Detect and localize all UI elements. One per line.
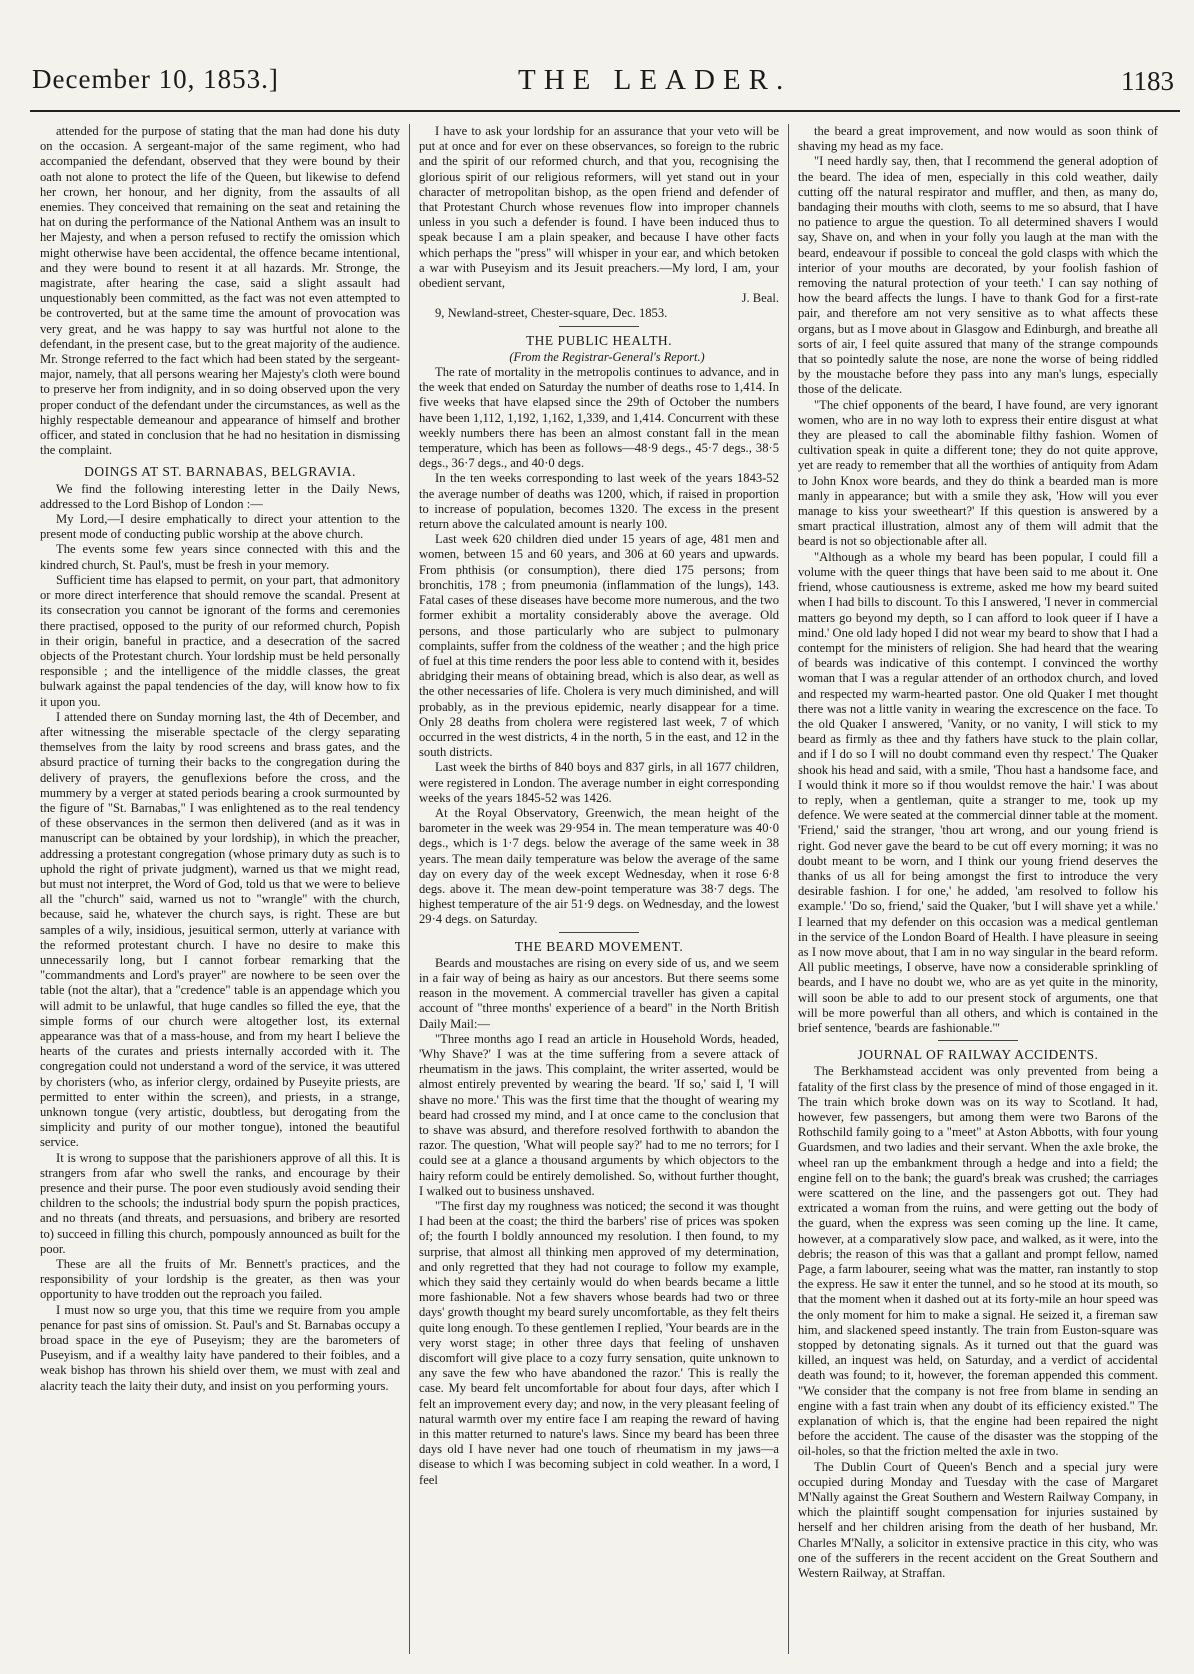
column-rule (409, 124, 410, 1654)
issue-date: December 10, 1853.] (32, 64, 279, 94)
paragraph: I must now so urge you, that this time we require from you ample penance for past sins of omission. St. Paul's and St. Barnabas occupy a broad space in the eye of Puseyism; they are the barometers of Puseyism, and if a wealthy laity have pandered to their foibles, and a weak bishop has thrown his shield over them, we must with zeal and alacrity teach the laity their duty, and insist on you performing yours. (40, 1302, 400, 1393)
paragraph: attended for the purpose of stating that the man had done his duty on the occasion. A sergeant-major of the same regiment, who had accompanied the defendant, observed that they were bound by their oath not alone to protect the life of the Queen, but likewise to defend her crown, her honour, and her dignity, from the assaults of all enemies. They conceived that remaining on the seat and retaining the hat on during the performance of the National Anthem was an insult to her Majesty, and when a person refused to rectify the omission which might otherwise have been accidental, the offence became intentional, and they were bound to resent it at all hazards. Mr. Stronge, the magistrate, after hearing the case, said a slight assault had unquestionably been committed, as the fact was not even attempted to be controverted, but at the same time the amount of provocation was very great, and he was happy to say was hurtful not alone to the defendant, in the present case, but to the great majority of the audience. Mr. Stronge referred to the fact which had been stated by the sergeant-major, namely, that all persons wearing her Majesty's cloth were bound to preserve her from indignity, and in so doing observed upon the very proper conduct of the defendant under the circumstances, as well as the highly respectable demeanour and appearance of himself and brother officer, and stated in conclusion that he had no hesitation in dismissing the complaint. (40, 124, 400, 458)
letter-signature: J. Beal. (741, 291, 779, 306)
paragraph: "The chief opponents of the beard, I have found, are very ignorant women, who are in no way loth to express their entire disgust at what they are pleased to call the abominable filthy fashion. Women of cultivation speak in quite a different tone; they do not quite approve, yet are ready to remember that all the worthies of antiquity from Adam to John Knox wore beards, and they do think a bearded man is more manly in appearance; but with a smile they ask, 'How will you ever manage to kiss your sweetheart?' If this question is answered by a smart practical illustration, almost any of them will admit that the beard is not so objectionable after all. (798, 397, 1158, 549)
paragraph: The Dublin Court of Queen's Bench and a special jury were occupied during Monday and Tuesday with the case of Margaret M'Nally against the Great Southern and Western Railway Company, in which the plaintiff sought compensation for injuries sustained by herself and her children arising from the death of her husband, Mr. Charles M'Nally, a solicitor in extensive practice in this city, who was one of the sufferers in the recent accident on the Great Southern and Western Railway, at Straffan. (798, 1459, 1158, 1581)
article-source: (From the Registrar-General's Report.) (509, 349, 705, 364)
column-rule (788, 124, 789, 1654)
paragraph: These are all the fruits of Mr. Bennett's practices, and the responsibility of your lordship is the greater, as then was your opportunity to have trodden out the reproach you failed. (40, 1257, 400, 1302)
paragraph: The Berkhamstead accident was only prevented from being a fatality of the first class by the presence of mind of those engaged in it. The train which broke down was on its way to Scotland. It had, however, few passengers, but among them were two Barons of the Rothschild family going to a "meet" at Aston Abbotts, with four young Guardsmen, and two ladies and their servant. When the axle broke, the wheel ran up the embankment through a hedge and into a field; the engine fell on to the bank; the guard's break was crushed; the carriages were scattered on the line, and the passengers got out. They had extricated a woman from the ruins, and were getting out the body of the guard, when the express was seen coming up the line. It came, however, at a comparatively slow pace, and walked, as it were, into the debris; the reason of this was that a gallant and prompt fellow, named Page, a farm labourer, seeing what was the matter, ran instantly to stop the express. He saw it enter the tunnel, and so he stood at its mouth, so that the moment when it dashed out at its forty-mile an hour speed was the only moment for him to make a signal. He seized it, a fireman saw him, and slackened speed instantly. The train from Euston-square was stopped by detonating signals. As it turned out that the guard was killed, an inquest was held, on Saturday, and a verdict of accidental death was found; to it, however, the foreman appended this comment. "We consider that the company is not free from blame in sending an engine with a fast train when any doubt of its efficiency existed." The explanation of which is, that the engine had been repaired the night before the accident. The cause of the disaster was the stopping of the oil-holes, so that the friction melted the axle in two. (798, 1064, 1158, 1459)
paragraph: Last week the births of 840 boys and 837 girls, in all 1677 children, were registered in London. The average number in eight corresponding weeks of the years 1845-52 was 1426. (419, 760, 779, 805)
paragraph: It is wrong to suppose that the parishioners approve of all this. It is strangers from afar who swell the ranks, and encourage by their presence and their purse. The poor even studiously avoid sending their children to the schools; the industrial body spurn the popish practices, and no threats (and threats, and persuasions, and bribery are resorted to) succeed in filling this church, pompously announced as built for the poor. (40, 1150, 400, 1256)
column-2 (419, 124, 779, 1654)
page-number: 1183 (1121, 66, 1174, 96)
paragraph: I attended there on Sunday morning last, the 4th of December, and after witnessing the miserable spectacle of the clergy separating themselves from the laity by rood screens and brass gates, and the absurd practice of turning their backs to the congregation during the delivery of prayers, the genuflexions before the cross, and the mummery by a verger at stated periods bearing a crook surmounted by the figure of "St. Barnabas," I was enlightened as to the real tendency of these observances in the sermon then delivered (and as it was in manuscript can be obtained by your lordship), in which the preacher, addressing a protestant congregation (whose primary duty as such is to uphold the right of private judgment), warned us that we might read, but must not interpret, the Word of God, told us that we were to believe all the "church" said, warned us not to "wrangle" with the church, because, said he, whatever the church says, is right. These are but samples of a wily, insidious, jesuitical sermon, utterly at variance with the reformed protestant church. I have no desire to make this unnecessarily long, but I cannot forbear remarking that the "commandments and Lord's prayer" are nowhere to be seen over the table (not the altar), that a "credence" table is an appendage which you will admit to be unlawful, that huge candles so filled the eye, that the simple forms of our church were altogether lost, its external appearance was that of a mass-house, and from my heart I believe the hearts of the curates and priests internally accorded with it. The congregation could not understand a word of the service, it was uttered by choristers (who, as inferior clergy, ordained by Puseyite priests, are permitted to enter within the screen), and priests, in a strange, unknown tongue (very artistic, doubtless, but derogating from the simplicity and purity of our mother tongue), intoned the beautiful service. (40, 709, 400, 1150)
article-heading-health: THE PUBLIC HEALTH. (525, 332, 673, 348)
paragraph: My Lord,—I desire emphatically to direct your attention to the present mode of conducting public worship at the above church. (40, 512, 400, 542)
paragraph: I have to ask your lordship for an assurance that your veto will be put at once and for ever on these observances, so foreign to the rubric and the spirit of our reformed church, and that you, recognising the glorious spirit of our religious reformers, will yet stand out in your character of metropolitan bishop, as the open friend and defender of that Protestant Church whose revenues flow into improper channels unless in you such a defender is found. I have been induced thus to speak because I am a plain speaker, and because I have other facts which perhaps the "press" will whisper in your ear, and which betoken a war with Puseyism and its Jesuit preachers.—My lord, I am, your obedient servant, (419, 124, 779, 291)
header-rule (30, 110, 1180, 112)
paragraph: the beard a great improvement, and now would as soon think of shaving my head as my face. (798, 124, 1158, 154)
paragraph: Sufficient time has elapsed to permit, on your part, that admonitory or more direct interference that should remove the scandal. Present at its consecration you cannot be ignorant of the forms and ceremonies there practised, opposed to the purity of our reformed church, Popish in their origin, baneful in practice, and a desecration of the sacred objects of the Protestant church. Your lordship must be held personally responsible ; and the intelligence of the middle classes, the great bulwark against the papal tendencies of the day, will know how to fix it upon you. (40, 572, 400, 709)
letter-address: 9, Newland-street, Chester-square, Dec. 1853. (435, 306, 668, 321)
column-1 (40, 124, 400, 1654)
paragraph: In the ten weeks corresponding to last week of the years 1843-52 the average number of deaths was 1200, which, if raised in proportion to increase of population, becomes 1320. The excess in the present return above the calculated amount is nearly 100. (419, 471, 779, 532)
paragraph: We find the following interesting letter in the Daily News, addressed to the Lord Bishop of London :— (40, 481, 400, 511)
paragraph: The rate of mortality in the metropolis continues to advance, and in the week that ended on Saturday the number of deaths rose to 1,414. In five weeks that have elapsed since the 29th of October the numbers have been 1,112, 1,192, 1,162, 1,339, and 1,414. Concurrent with these weekly numbers there has been an almost constant fall in the mean temperature, which has been as follows—48·9 degs., 45·7 degs., 38·5 degs., 36·7 degs., and 40·0 degs. (419, 365, 779, 471)
paragraph: Last week 620 children died under 15 years of age, 481 men and women, between 15 and 60 years, and 306 at 60 years and upwards. From phthisis (or consumption), there died 175 persons; from bronchitis, 178 ; from pneumonia (inflammation of the lungs), 143. Fatal cases of these diseases have become more numerous, and the two former exhibit a mortality considerably above the average. Old persons, and those particularly who are subject to pulmonary complaints, suffer from the coldness of the weather ; and the high price of fuel at this time renders the poor less able to contend with it, besides abridging their means of obtaining bread, which is also dear, as well as the other necessaries of life. Cholera is very much diminished, and will probably, as in the previous epidemic, nearly disappear for a time. Only 28 deaths from cholera were registered last week, 7 of which occurred in the west districts, 4 in the north, 5 in the east, and 12 in the south districts. (419, 532, 779, 760)
paragraph: Beards and moustaches are rising on every side of us, and we seem in a fair way of being as hairy as our ancestors. But there seems some reason in the movement. A commercial traveller has given a capital account of "three months' experience of a beard" in the North British Daily Mail:— (419, 955, 779, 1031)
paragraph: "I need hardly say, then, that I recommend the general adoption of the beard. The idea of men, especially in this cold weather, daily cutting off the natural respirator and muffler, and then, as many do, bandaging their mouths with cloth, seems to me so absurd, that I have no patience to argue the question. To all determined shavers I would say, Shave on, and when in your folly you laugh at the man with the beard, endeavour if possible to conceal the gold clasps with which the interior of your mouths are decorated, by your foolish fashion of removing the natural protection of your teeth.' I can say nothing of how the beard affects the lungs. I have to thank God for a first-rate pair, and therefore am not very sensitive as to what affects these organs, but as I move about in Glasgow and Edinburgh, and breathe all sorts of air, I feel quite assured that many of the strange compounds that so pointedly salute the nose, are none the worse of being riddled by the moustache before they pass into any man's lungs, especially those of the delicate. (798, 154, 1158, 397)
paragraph: "Although as a whole my beard has been popular, I could fill a volume with the queer things that have been said to me about it. One friend, whose cautiousness is extreme, asked me how my beard suited when I had bills to discount. To this I answered, 'I never in commercial matters go beyond my depth, so I can afford to look queer if I have a mind.' One old lady hoped I did not wear my beard to show that I had a contempt for the ministers of religion. She had heard that the wearing of beards was indicative of this contempt. I convinced the worthy woman that I was a regular attender of an orthodox church, and loved and respected my warm-hearted pastor. One old Quaker I met thought there was not a little vanity in wearing the excrescence on the face. To the old Quaker I answered, 'Vanity, or no vanity, I will stick to my beard as firmly as thee and thy fathers have stuck to the plain collar, and if I do so I will no doubt command even thy respect.' The Quaker shook his head and said, with a smile, 'Thou hast a handsome face, and I would think it more so if thou wouldst remove the hair.' I was about to reply, when a gentleman, quite a stranger to me, took up my defence. We were seated at the commercial dinner table at the moment. 'Friend,' said the stranger, 'thou art wrong, and our young friend is right. God never gave the beard to be cut off every morning; it was no doubt meant to be worn, and I think our young friend deserves the thanks of us all for being amongst the first to introduce the very desirable fashion. I for one,' he added, 'am resolved to follow his example.' 'Do so, friend,' said the Quaker, 'but I will shave yet a while.' I learned that my defender on this occasion was a medical gentleman in the service of the London Board of Health. I have pleasure in seeing as I now move about, that I am in no way singular in the beard reform. All public meetings, I observe, have now a considerable sprinkling of beards, and I have no doubt we, who are as yet quite in the minority, will soon be able to add to our present stock of arguments, one that will be more powerful than all others, and which is contained in the brief sentence, 'beards are fashionable.'" (798, 549, 1158, 1035)
separator (938, 1040, 1018, 1041)
masthead (30, 62, 1180, 104)
paragraph: "Three months ago I read an article in Household Words, headed, 'Why Shave?' I was at the time suffering from a severe attack of rheumatism in the jaws. This complaint, the writer asserted, would be almost entirely prevented by wearing the beard. 'If so,' said I, 'I will shave no more.' This was the first time that the thought of wearing my beard had crossed my mind, and I at once came to the conclusion that to shave was absurd, and therefore resolved forthwith to abandon the razor. The question, 'What will people say?' had to me no terrors; for I could see at a glance a thousand arguments by which objectors to the hairy reform could be entirely demolished. So, without further thought, I walked out to business unshaved. (419, 1031, 779, 1198)
paragraph: "The first day my roughness was noticed; the second it was thought I had been at the coast; the third the barbers' rise of prices was spoken of; the fourth I boldly announced my resolution. I then found, to my surprise, that almost all thinking men approved of my determination, and only regretted that they had not courage to follow my example, which they said they certainly would do when beards became a little more fashionable. Not a few shavers whose beards had two or three days' growth thought my beard surely uncomfortable, as they felt theirs quite long enough. To these gentlemen I replied, 'Your beards are in the very worst stage; in other three days that feeling of unshaven discomfort will give place to a cozy furry sensation, quite unknown to any save the few who have abandoned the razor.' This is really the case. My beard felt uncomfortable for about four days, after which I felt an improvement every day; and now, in the very pleasant feeling of natural warmth over my entire face I am reaping the reward of having in this matter returned to nature's laws. Since my beard has been three days old I have never had one touch of rheumatism in my jaws—a disease to which I was becoming subject in cold weather. In a word, I feel (419, 1199, 779, 1487)
column-3 (798, 124, 1158, 1654)
paragraph: The events some few years since connected with this and the kindred church, St. Paul's, must be fresh in your memory. (40, 542, 400, 572)
separator (559, 326, 639, 327)
paragraph: At the Royal Observatory, Greenwich, the mean height of the barometer in the week was 29·954 in. The mean temperature was 40·0 degs., which is 1·7 degs. below the average of the same week in 38 years. The mean daily temperature was below the average of the same day on every day of the week except Wednesday, when it rose 6·8 degs. above it. The mean dew-point temperature was 38·7 degs. The highest temperature of the air 51·9 degs. on Wednesday, and the lowest 29·4 degs. on Saturday. (419, 805, 779, 927)
separator (559, 932, 639, 933)
article-heading-railway: JOURNAL OF RAILWAY ACCIDENTS. (857, 1047, 1099, 1063)
newspaper-title: THE LEADER. (518, 64, 792, 96)
article-heading-barnabas: DOINGS AT ST. BARNABAS, BELGRAVIA. (84, 464, 356, 480)
article-heading-beard: THE BEARD MOVEMENT. (514, 938, 684, 954)
